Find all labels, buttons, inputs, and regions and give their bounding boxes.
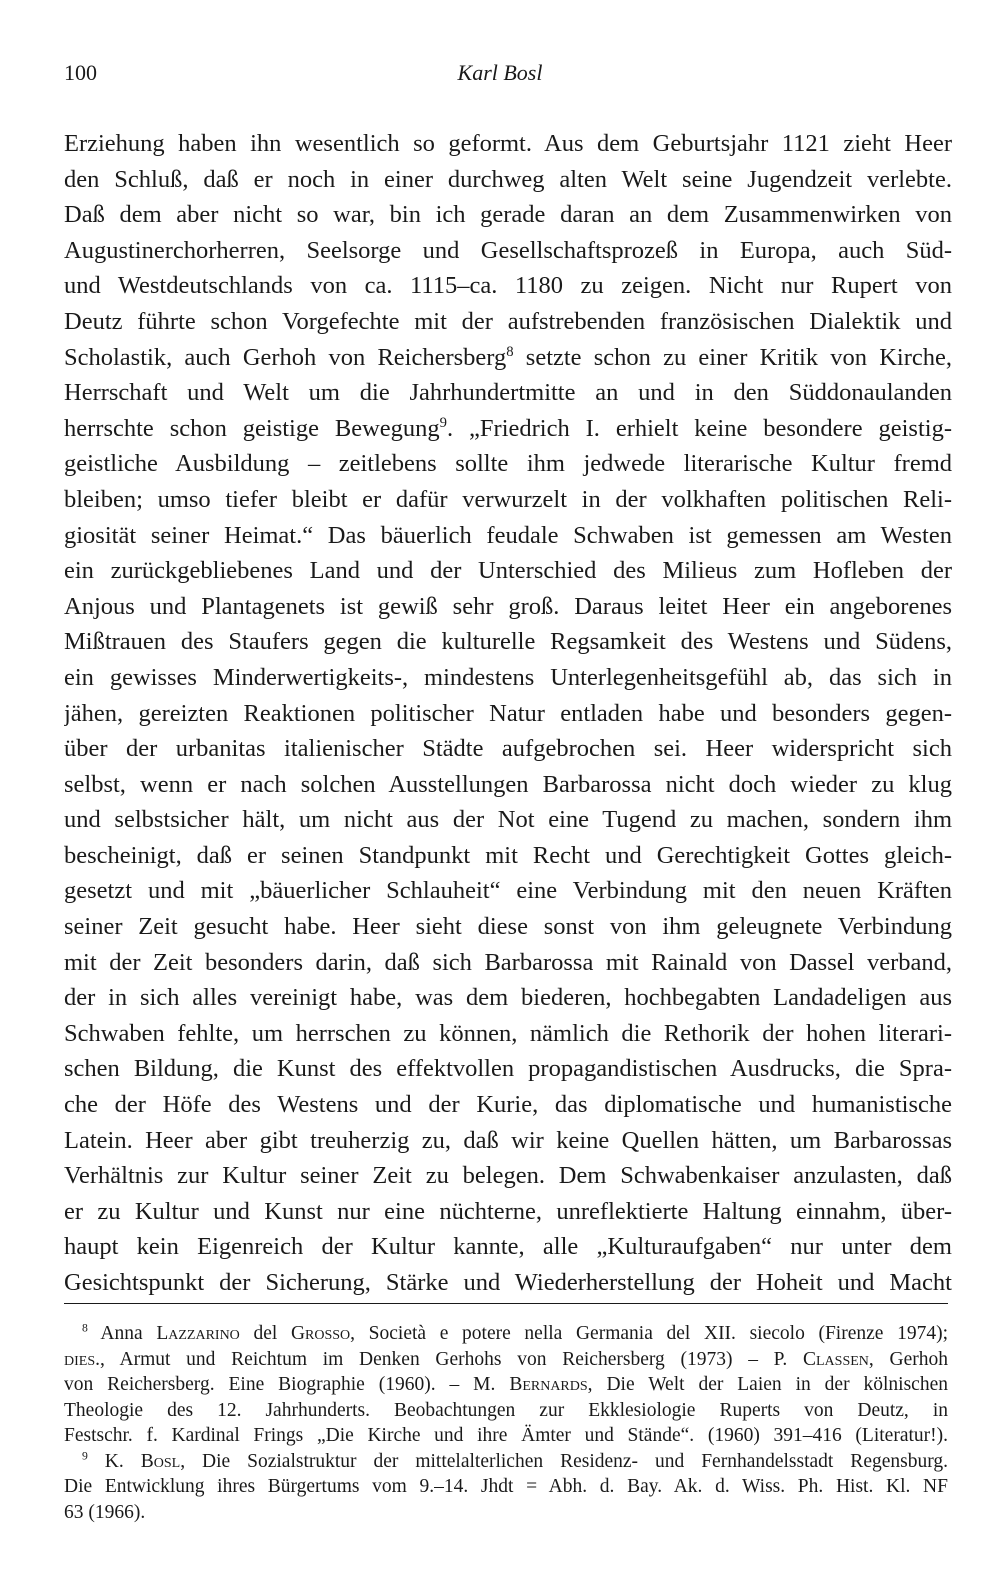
body-line: ein zurückgebliebenes Land und der Unterschied des Milieus zum Hofleben der xyxy=(64,557,952,585)
body-line: Anjous und Plantagenets ist gewiß sehr groß. Daraus leitet Heer ein angeborenes xyxy=(64,592,952,620)
body-line: jähen, gereizten Reaktionen politischer Natur entladen habe und besonders gegen- xyxy=(64,699,952,727)
footnote-8-line: Festschr. f. Kardinal Frings „Die Kirche und ihre Ämter und Stände“. (1960) 391–416 (Literatur!). xyxy=(64,1425,948,1446)
body-line: giosität seiner Heimat.“ Das bäuerlich feudale Schwaben ist gemessen am Westen xyxy=(64,521,952,549)
footnote-ref-9[interactable]: 9 xyxy=(439,414,447,431)
footnote-text: , Gerhoh xyxy=(868,1348,948,1370)
footnote-9-line: Die Entwicklung ihres Bürgertums vom 9.–14. Jhdt = Abh. d. Bay. Ak. d. Wiss. Ph. Hist. Kl. NF xyxy=(64,1476,948,1497)
author-name: Grosso xyxy=(290,1323,351,1344)
footnote-text: , Die Welt der Laien in der kölnischen xyxy=(587,1374,948,1395)
body-text-segment: setzte schon zu einer Kritik von Kirche, xyxy=(513,343,952,371)
footnote-text: ., Armut und Reichtum im Denken Gerhohs von Reichersberg (1973) – P. xyxy=(95,1348,803,1370)
body-line: den Schluß, daß er noch in einer durchweg alten Welt seine Jugendzeit verlebte. xyxy=(64,165,952,193)
body-line: Deutz führte schon Vorgefechte mit der aufstrebenden französischen Dialektik und xyxy=(64,307,952,335)
body-line: Augustinerchorherren, Seelsorge und Gesellschaftsprozeß in Europa, auch Süd- xyxy=(64,236,952,264)
body-line: über der urbanitas italienischer Städte aufgebrochen sei. Heer widerspricht sich xyxy=(64,735,952,763)
footnote-9-line: 63 (1966). xyxy=(64,1501,146,1523)
body-line: geistliche Ausbildung – zeitlebens sollte ihm jedwede literarische Kultur fremd xyxy=(64,450,952,478)
body-line: Erziehung haben ihn wesentlich so geformt. Aus dem Geburtsjahr 1121 zieht Heer xyxy=(64,130,952,157)
footnotes xyxy=(64,1321,948,1525)
body-paragraph xyxy=(64,126,952,1301)
body-line: er zu Kultur und Kunst nur eine nüchterne, unreflektierte Haltung einnahm, über- xyxy=(64,1197,952,1225)
footnote-text: del xyxy=(239,1323,291,1344)
footnote-text: , Die Sozialstruktur der mittelalterlichen Residenz- und Fernhandelsstadt Regensburg. xyxy=(180,1450,948,1472)
body-line: Schwaben fehlte, um herrschen zu können, nämlich die Rethorik der hohen literari- xyxy=(64,1019,952,1047)
body-line: Verhältnis zur Kultur seiner Zeit zu belegen. Dem Schwabenkaiser anzulasten, daß xyxy=(64,1162,952,1190)
footnote-8-line: Theologie des 12. Jahrhunderts. Beobachtungen zur Ekklesiologie Ruperts von Deutz, in xyxy=(64,1399,948,1421)
footnote-8-line xyxy=(64,1347,948,1373)
author-name: Bernards xyxy=(509,1374,588,1395)
body-line: der in sich alles vereinigt habe, was dem biederen, hochbegabten Landadeligen aus xyxy=(64,984,952,1012)
body-line: gesetzt und mit „bäuerlicher Schlauheit“ eine Verbindung mit den neuen Kräften xyxy=(64,877,952,905)
body-line: Daß dem aber nicht so war, bin ich gerade daran an dem Zusammenwirken von xyxy=(64,201,952,229)
footnote-8-marker: 8 xyxy=(82,1321,88,1335)
body-line: ein gewisses Minderwertigkeits-, mindestens Unterlegenheitsgefühl ab, das sich in xyxy=(64,663,952,691)
footnote-9-line xyxy=(64,1449,948,1475)
footnote-text: Anna xyxy=(87,1323,157,1344)
body-line: und selbstsicher hält, um nicht aus der Not eine Tugend zu machen, sondern ihm xyxy=(64,806,952,834)
author-name: Lazzarino xyxy=(156,1323,240,1344)
footnote-8-line xyxy=(64,1372,948,1398)
body-line xyxy=(64,411,952,447)
footnote-9-marker: 9 xyxy=(82,1449,88,1462)
body-line: Herrschaft und Welt um die Jahrhundertmitte an und in den Süddonaulanden xyxy=(64,379,952,407)
author-name: Bosl xyxy=(140,1450,181,1472)
body-line: schen Bildung, die Kunst des effektvollen propagandistischen Ausdrucks, die Spra- xyxy=(64,1055,952,1083)
running-head: Karl Bosl xyxy=(457,60,543,85)
footnote-ref-8[interactable]: 8 xyxy=(506,343,514,360)
body-line: Latein. Heer aber gibt treuherzig zu, daß wir keine Quellen hätten, um Barbarossas xyxy=(64,1126,952,1154)
footnote-divider xyxy=(64,1303,948,1304)
body-line: mit der Zeit besonders darin, daß sich Barbarossa mit Rainald von Dassel verband, xyxy=(64,948,952,976)
body-line: Gesichtspunkt der Sicherung, Stärke und Wiederherstellung der Hoheit und Macht xyxy=(64,1269,952,1296)
author-name: Classen xyxy=(802,1348,869,1370)
body-line: seiner Zeit gesucht habe. Heer sieht diese sonst von ihm geleugnete Verbindung xyxy=(64,913,952,941)
body-line: bleiben; umso tiefer bleibt er dafür verwurzelt in der volkhaften politischen Reli- xyxy=(64,485,952,513)
footnote-text: K. xyxy=(87,1450,141,1472)
body-line: bescheinigt, daß er seinen Standpunkt mit Recht und Gerechtigkeit Gottes gleich- xyxy=(64,841,952,869)
author-name: dies xyxy=(64,1348,96,1370)
footnote-text: , Società e potere nella Germania del XII. siecolo (Firenze 1974); xyxy=(350,1323,948,1344)
body-line: Mißtrauen des Staufers gegen die kulturelle Regsamkeit des Westens und Südens, xyxy=(64,628,952,656)
body-line xyxy=(64,340,952,376)
body-line: selbst, wenn er nach solchen Ausstellungen Barbarossa nicht doch wieder zu klug xyxy=(64,770,952,798)
body-text-segment: herrschte schon geistige Bewegung xyxy=(64,414,440,442)
page-number: 100 xyxy=(64,60,97,85)
body-line: und Westdeutschlands von ca. 1115–ca. 1180 zu zeigen. Nicht nur Rupert von xyxy=(64,272,952,300)
body-line: haupt kein Eigenreich der Kultur kannte, alle „Kulturaufgaben“ nur unter dem xyxy=(64,1233,952,1261)
body-text-segment: Scholastik, auch Gerhoh von Reichersberg xyxy=(64,343,507,371)
body-text-segment: . „Friedrich I. erhielt keine besondere geistig- xyxy=(447,414,952,442)
footnote-8-line xyxy=(64,1321,948,1347)
body-line: che der Höfe des Westens und der Kurie, das diplomatische und humanistische xyxy=(64,1091,952,1119)
footnote-text: von Reichersberg. Eine Biographie (1960). – M. xyxy=(64,1374,510,1395)
